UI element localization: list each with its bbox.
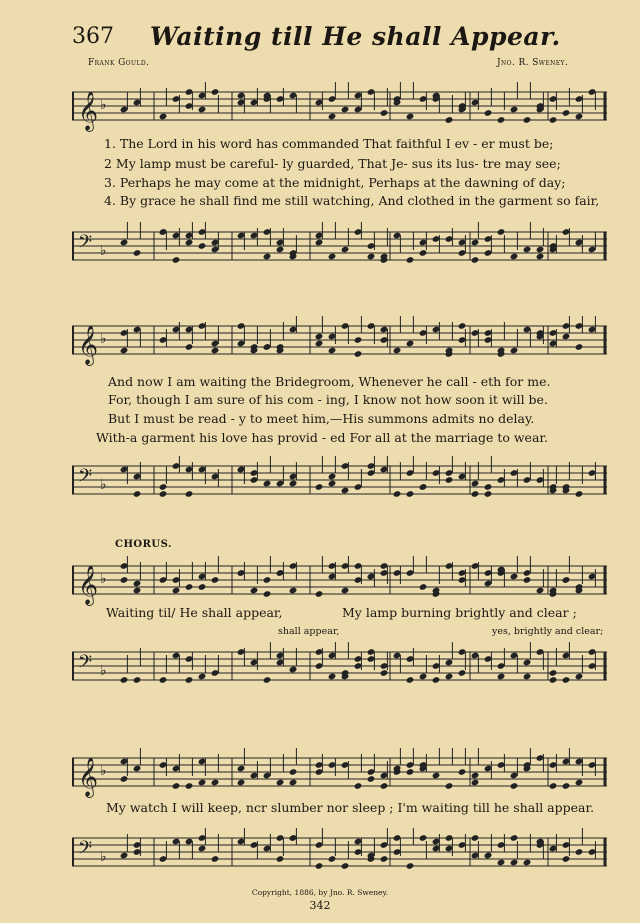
chorus-line-2: My watch I will keep, ncr slumber nor sleep ; I'm waiting till he shall appear.	[106, 800, 595, 815]
chorus-label: CHORUS.	[115, 539, 172, 550]
svg-text:𝄢: 𝄢	[78, 838, 93, 863]
hymn-title: Waiting till He shall Appear.	[150, 22, 561, 51]
svg-text:♭: ♭	[100, 663, 107, 679]
verse-line-2a: 2 My lamp must be careful- ly guarded, That Je- sus its lus- tre may see;	[104, 156, 561, 171]
svg-text:𝄢: 𝄢	[78, 466, 93, 491]
verse-line-3a: 3. Perhaps he may come at the midnight, Perhaps at the dawning of day;	[104, 175, 566, 190]
bass-staff-3	[72, 642, 607, 694]
composer-credit: Jno. R. Sweney.	[497, 58, 569, 68]
svg-text:♭: ♭	[100, 243, 107, 259]
treble-staff-3	[72, 556, 607, 608]
chorus-line-1b: My lamp burning brightly and clear ;	[342, 605, 577, 620]
svg-text:𝄞: 𝄞	[78, 91, 99, 131]
svg-text:𝄞: 𝄞	[78, 757, 99, 797]
hymn-number: 367	[72, 24, 114, 49]
verse-line-1b: And now I am waiting the Bridegroom, Whenever he call - eth for me.	[108, 374, 551, 389]
verse-line-4a: 4. By grace he shall find me still watching, And clothed in the garment so fair,	[104, 193, 600, 208]
lyricist-credit: Frank Gould.	[88, 58, 150, 68]
svg-text:𝄞: 𝄞	[78, 565, 99, 605]
svg-text:♭: ♭	[100, 849, 107, 865]
svg-text:♭: ♭	[100, 331, 107, 347]
copyright-notice: Copyright, 1886, by Jno. R. Sweney.	[251, 888, 389, 897]
verse-line-2b: For, though I am sure of his com - ing, I know not how soon it will be.	[108, 392, 548, 407]
svg-text:𝄢: 𝄢	[78, 232, 93, 257]
treble-staff-1	[72, 82, 607, 134]
bass-staff-1	[72, 222, 607, 274]
treble-staff-4	[72, 748, 607, 800]
verse-line-4b: With-a garment his love has provid - ed For all at the marriage to wear.	[96, 430, 548, 445]
page-number: 342	[309, 899, 331, 912]
bass-staff-2	[72, 456, 607, 508]
chorus-echo-1: shall appear,	[278, 626, 340, 637]
bass-staff-4	[72, 828, 607, 880]
chorus-line-1: Waiting til/ He shall appear,	[106, 605, 283, 620]
svg-text:♭: ♭	[100, 571, 107, 587]
svg-text:𝄢: 𝄢	[78, 652, 93, 677]
svg-text:♭: ♭	[100, 763, 107, 779]
verse-line-3b: But I must be read - y to meet him,—His summons admits no delay.	[108, 411, 535, 426]
treble-staff-2	[72, 316, 607, 368]
verse-line-1a: 1. The Lord in his word has commanded That faithful I ev - er must be;	[104, 136, 554, 151]
svg-text:𝄞: 𝄞	[78, 325, 99, 365]
chorus-echo-2: yes, brightly and clear;	[492, 626, 604, 637]
svg-text:♭: ♭	[100, 477, 107, 493]
svg-text:♭: ♭	[100, 97, 107, 113]
